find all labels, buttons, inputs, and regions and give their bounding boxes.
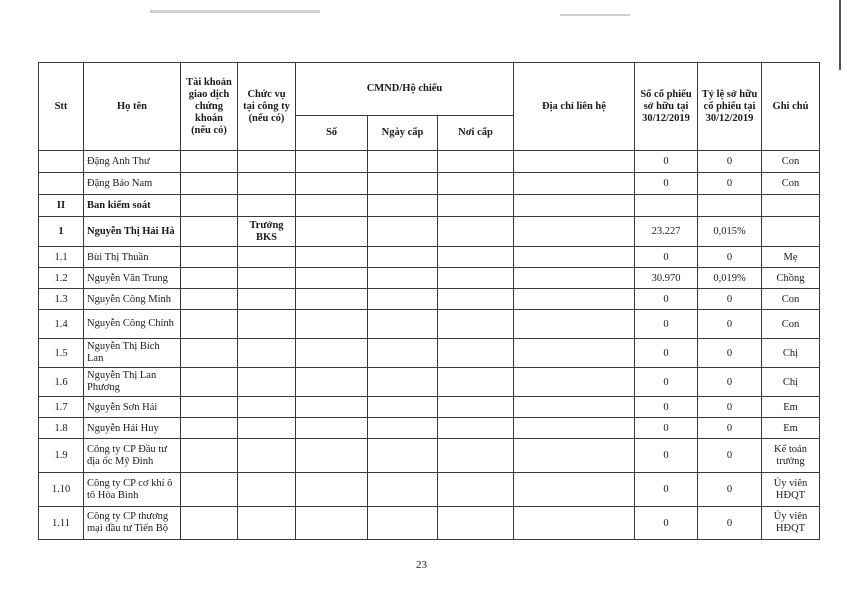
cell-ratio: 0 [698, 339, 762, 368]
cell-note: Mẹ [762, 247, 820, 268]
table-row-section [39, 195, 820, 217]
cell-id-date [368, 195, 438, 217]
cell-id-place [438, 247, 514, 268]
cell-ratio: 0,015% [698, 217, 762, 247]
table-row [39, 418, 820, 439]
cell-id-place [438, 217, 514, 247]
cell-name: Nguyễn Thị Hải Hà [84, 217, 181, 247]
cell-address [514, 173, 635, 195]
cell-shares: 0 [635, 247, 698, 268]
cell-name: Nguyễn Văn Trung [84, 268, 181, 289]
cell-stt: 1.10 [39, 473, 84, 507]
cell-stt [39, 173, 84, 195]
cell-position [238, 473, 296, 507]
cell-id-date [368, 289, 438, 310]
cell-address [514, 217, 635, 247]
cell-shares: 23.227 [635, 217, 698, 247]
cell-shares: 0 [635, 439, 698, 473]
cell-name: Nguyễn Công Chính [84, 310, 181, 339]
cell-ratio: 0 [698, 173, 762, 195]
cell-shares: 0 [635, 289, 698, 310]
table-row [39, 289, 820, 310]
cell-account [181, 397, 238, 418]
cell-note: Kế toán trưởng [762, 439, 820, 473]
cell-ratio: 0 [698, 151, 762, 173]
cell-id-place [438, 507, 514, 540]
cell-stt: 1.11 [39, 507, 84, 540]
scan-artifact-top-right [560, 14, 630, 16]
cell-address [514, 418, 635, 439]
cell-name: Nguyễn Sơn Hải [84, 397, 181, 418]
cell-id-date [368, 310, 438, 339]
cell-id-place [438, 151, 514, 173]
page-number: 23 [416, 559, 427, 571]
cell-id-number [296, 247, 368, 268]
cell-stt: 1.6 [39, 368, 84, 397]
cell-id-number [296, 310, 368, 339]
cell-note: Chị [762, 368, 820, 397]
cell-shares: 0 [635, 368, 698, 397]
cell-id-date [368, 473, 438, 507]
cell-note [762, 217, 820, 247]
table-row [39, 247, 820, 268]
table-row [39, 439, 820, 473]
cell-account [181, 368, 238, 397]
cell-id-number [296, 397, 368, 418]
cell-ratio: 0 [698, 397, 762, 418]
cell-ratio: 0 [698, 368, 762, 397]
table-row [39, 368, 820, 397]
cell-account [181, 173, 238, 195]
cell-shares: 0 [635, 339, 698, 368]
col-header-address: Địa chỉ liên hệ [514, 63, 635, 151]
shareholder-table [38, 62, 820, 540]
cell-account [181, 507, 238, 540]
cell-account [181, 268, 238, 289]
cell-id-number [296, 195, 368, 217]
cell-address [514, 473, 635, 507]
cell-position [238, 339, 296, 368]
col-header-stt: Stt [39, 63, 84, 151]
cell-account [181, 473, 238, 507]
col-header-ratio: Tỷ lệ sở hữu cổ phiếu tại 30/12/2019 [698, 63, 762, 151]
cell-id-date [368, 217, 438, 247]
cell-position [238, 397, 296, 418]
cell-stt: II [39, 195, 84, 217]
cell-address [514, 151, 635, 173]
cell-shares: 0 [635, 151, 698, 173]
cell-stt: 1.4 [39, 310, 84, 339]
cell-ratio: 0 [698, 247, 762, 268]
cell-name: Nguyễn Thị Bích Lan [84, 339, 181, 368]
cell-stt: 1 [39, 217, 84, 247]
cell-id-number [296, 289, 368, 310]
scan-artifact-top [150, 10, 320, 13]
cell-ratio: 0,019% [698, 268, 762, 289]
cell-id-date [368, 173, 438, 195]
table-row [39, 473, 820, 507]
cell-stt: 1.5 [39, 339, 84, 368]
cell-ratio: 0 [698, 439, 762, 473]
cell-name: Công ty CP cơ khí ô tô Hòa Bình [84, 473, 181, 507]
col-header-name: Họ tên [84, 63, 181, 151]
cell-position [238, 151, 296, 173]
col-header-account: Tài khoản giao dịch chứng khoán (nếu có) [181, 63, 238, 151]
cell-stt: 1.1 [39, 247, 84, 268]
cell-id-date [368, 368, 438, 397]
cell-note: Con [762, 151, 820, 173]
cell-position [238, 507, 296, 540]
cell-note [762, 195, 820, 217]
cell-id-place [438, 289, 514, 310]
cell-stt: 1.2 [39, 268, 84, 289]
table-row [39, 173, 820, 195]
scan-artifact-right-edge [839, 0, 841, 70]
cell-shares: 0 [635, 473, 698, 507]
cell-shares [635, 195, 698, 217]
cell-address [514, 397, 635, 418]
cell-address [514, 247, 635, 268]
cell-note: Ủy viên HĐQT [762, 507, 820, 540]
cell-id-place [438, 268, 514, 289]
cell-position [238, 195, 296, 217]
cell-address [514, 289, 635, 310]
cell-stt: 1.3 [39, 289, 84, 310]
cell-name: Đặng Anh Thư [84, 151, 181, 173]
cell-account [181, 439, 238, 473]
cell-id-number [296, 173, 368, 195]
cell-note: Em [762, 418, 820, 439]
cell-stt: 1.7 [39, 397, 84, 418]
cell-name: Bùi Thị Thuần [84, 247, 181, 268]
cell-id-date [368, 397, 438, 418]
cell-account [181, 195, 238, 217]
cell-position [238, 173, 296, 195]
cell-id-number [296, 217, 368, 247]
table-row [39, 268, 820, 289]
table-row [39, 507, 820, 540]
cell-account [181, 247, 238, 268]
col-header-id-group: CMND/Hộ chiếu [296, 63, 514, 116]
cell-id-number [296, 339, 368, 368]
col-header-position: Chức vụ tại công ty (nếu có) [238, 63, 296, 151]
cell-id-date [368, 268, 438, 289]
cell-id-place [438, 418, 514, 439]
cell-note: Em [762, 397, 820, 418]
cell-id-place [438, 473, 514, 507]
cell-ratio: 0 [698, 310, 762, 339]
cell-note: Con [762, 310, 820, 339]
cell-note: Chị [762, 339, 820, 368]
cell-id-date [368, 247, 438, 268]
cell-ratio: 0 [698, 289, 762, 310]
cell-account [181, 418, 238, 439]
cell-shares: 30.970 [635, 268, 698, 289]
cell-id-place [438, 310, 514, 339]
cell-id-date [368, 507, 438, 540]
table-row [39, 310, 820, 339]
cell-position: Trưởng BKS [238, 217, 296, 247]
cell-address [514, 507, 635, 540]
cell-name: Đặng Bảo Nam [84, 173, 181, 195]
cell-address [514, 310, 635, 339]
cell-name: Nguyễn Thị Lan Phương [84, 368, 181, 397]
cell-name: Nguyễn Công Minh [84, 289, 181, 310]
cell-id-place [438, 173, 514, 195]
cell-account [181, 310, 238, 339]
cell-stt [39, 151, 84, 173]
cell-note: Con [762, 173, 820, 195]
cell-id-date [368, 439, 438, 473]
cell-note: Con [762, 289, 820, 310]
table-row [39, 397, 820, 418]
cell-shares: 0 [635, 418, 698, 439]
col-header-note: Ghi chú [762, 63, 820, 151]
cell-ratio: 0 [698, 473, 762, 507]
cell-account [181, 151, 238, 173]
col-header-id-place: Nơi cấp [438, 116, 514, 151]
cell-name: Nguyễn Hải Huy [84, 418, 181, 439]
cell-id-date [368, 339, 438, 368]
cell-address [514, 339, 635, 368]
cell-id-number [296, 473, 368, 507]
col-header-id-date: Ngày cấp [368, 116, 438, 151]
cell-position [238, 310, 296, 339]
cell-id-number [296, 418, 368, 439]
cell-id-date [368, 151, 438, 173]
table-row [39, 151, 820, 173]
cell-account [181, 217, 238, 247]
cell-id-place [438, 195, 514, 217]
cell-position [238, 368, 296, 397]
cell-position [238, 247, 296, 268]
cell-shares: 0 [635, 310, 698, 339]
cell-ratio: 0 [698, 418, 762, 439]
table-row [39, 339, 820, 368]
cell-name: Công ty CP Đầu tư địa ốc Mỹ Đình [84, 439, 181, 473]
cell-position [238, 289, 296, 310]
cell-address [514, 368, 635, 397]
cell-id-place [438, 439, 514, 473]
cell-note: Chồng [762, 268, 820, 289]
cell-name: Ban kiểm soát [84, 195, 181, 217]
cell-ratio [698, 195, 762, 217]
cell-id-number [296, 151, 368, 173]
cell-shares: 0 [635, 397, 698, 418]
cell-position [238, 439, 296, 473]
cell-address [514, 195, 635, 217]
cell-id-number [296, 439, 368, 473]
cell-id-number [296, 268, 368, 289]
cell-position [238, 418, 296, 439]
cell-id-place [438, 339, 514, 368]
cell-shares: 0 [635, 173, 698, 195]
cell-ratio: 0 [698, 507, 762, 540]
cell-position [238, 268, 296, 289]
cell-account [181, 289, 238, 310]
cell-id-place [438, 397, 514, 418]
cell-stt: 1.8 [39, 418, 84, 439]
cell-shares: 0 [635, 507, 698, 540]
cell-note: Ủy viên HĐQT [762, 473, 820, 507]
cell-id-place [438, 368, 514, 397]
cell-id-number [296, 507, 368, 540]
cell-address [514, 439, 635, 473]
cell-account [181, 339, 238, 368]
table-row [39, 217, 820, 247]
cell-id-date [368, 418, 438, 439]
cell-address [514, 268, 635, 289]
cell-name: Công ty CP thương mại đầu tư Tiến Bộ [84, 507, 181, 540]
cell-stt: 1.9 [39, 439, 84, 473]
col-header-id-number: Số [296, 116, 368, 151]
col-header-shares: Số cổ phiếu sở hữu tại 30/12/2019 [635, 63, 698, 151]
cell-id-number [296, 368, 368, 397]
